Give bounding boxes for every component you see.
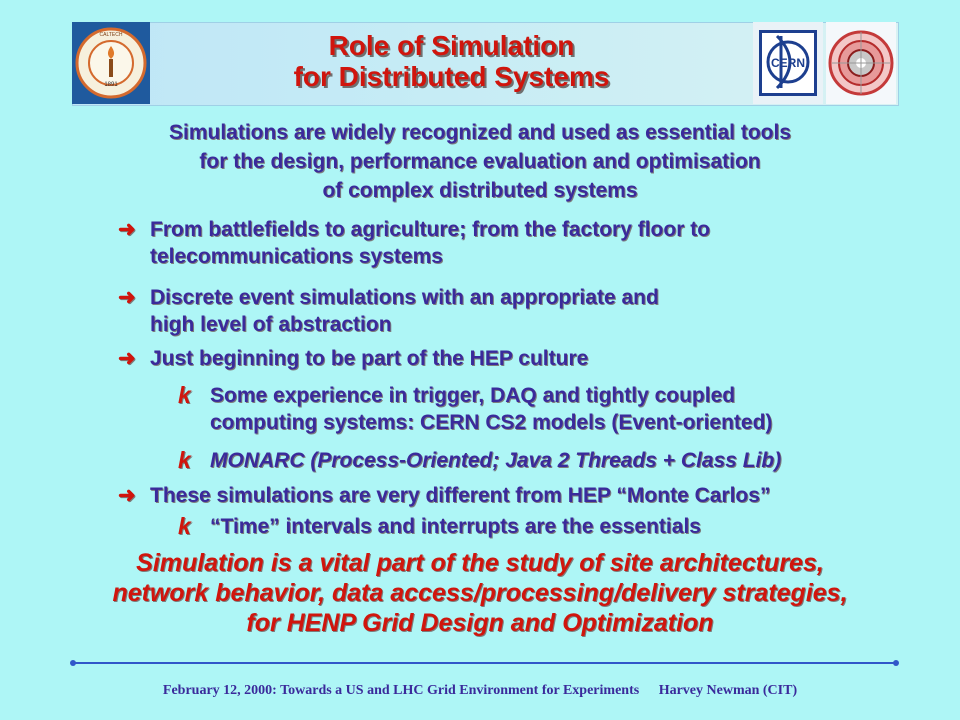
footer (60, 683, 900, 699)
bullet-line: Some experience in trigger, DAQ and tightly coupled (210, 384, 736, 407)
script-k-bullet-icon: k (178, 513, 191, 539)
bullet-line: MONARC (Process-Oriented; Java 2 Threads + Class Lib) (210, 449, 782, 472)
bullet-line: computing systems: CERN CS2 models (Event-oriented) (210, 411, 773, 434)
intro-line1: Simulations are widely recognized and used as essential tools (168, 121, 792, 144)
svg-text:CERN: CERN (770, 56, 806, 70)
script-k-bullet-icon: k (178, 447, 191, 473)
closing-line3: for HENP Grid Design and Optimization (246, 609, 714, 637)
slide-title-line1: Role of Simulation (328, 30, 575, 61)
bullet-line: From battlefields to agriculture; from the factory floor to (150, 218, 711, 241)
svg-text:CALTECH: CALTECH (99, 32, 123, 38)
arrow-bullet-icon: ➜ (118, 347, 136, 370)
cern-logo (753, 22, 823, 104)
bullet-line: Just beginning to be part of the HEP culture (150, 347, 589, 370)
sub-bullet-item (178, 447, 908, 474)
footer-divider (72, 662, 897, 664)
bullet-item (118, 345, 908, 372)
arrow-bullet-icon: ➜ (118, 484, 136, 507)
arrow-bullet-icon: ➜ (118, 286, 136, 309)
intro-line3: of complex distributed systems (322, 179, 638, 202)
intro-line2: for the design, performance evaluation and optimisation (199, 150, 761, 173)
bullet-line: “Time” intervals and interrupts are the essentials (210, 515, 701, 538)
bullet-item (118, 216, 908, 270)
slide-title (150, 30, 753, 92)
intro-paragraph (60, 118, 900, 205)
closing-line2: network behavior, data access/processing/delivery strategies, (112, 579, 848, 607)
bullet-line: These simulations are very different from HEP “Monte Carlos” (150, 484, 771, 507)
bullet-item (118, 482, 908, 509)
sub-bullet-item (178, 382, 908, 436)
bullet-line: high level of abstraction (150, 313, 392, 336)
arrow-bullet-icon: ➜ (118, 218, 136, 241)
caltech-seal-logo (72, 22, 150, 104)
detector-event-image (826, 22, 896, 104)
script-k-bullet-icon: k (178, 382, 191, 408)
slide-title-line2: for Distributed Systems (293, 61, 610, 92)
bullet-line: telecommunications systems (150, 245, 443, 268)
bullet-line: Discrete event simulations with an appropriate and (150, 286, 659, 309)
footer-right: Harvey Newman (CIT) (658, 683, 798, 698)
svg-text:1891: 1891 (104, 82, 118, 88)
footer-left: February 12, 2000: Towards a US and LHC Grid Environment for Experiments (162, 683, 640, 698)
sub-bullet-item (178, 513, 908, 540)
closing-statement (60, 548, 900, 638)
closing-line1: Simulation is a vital part of the study of site architectures, (136, 549, 824, 577)
bullet-item (118, 284, 908, 338)
